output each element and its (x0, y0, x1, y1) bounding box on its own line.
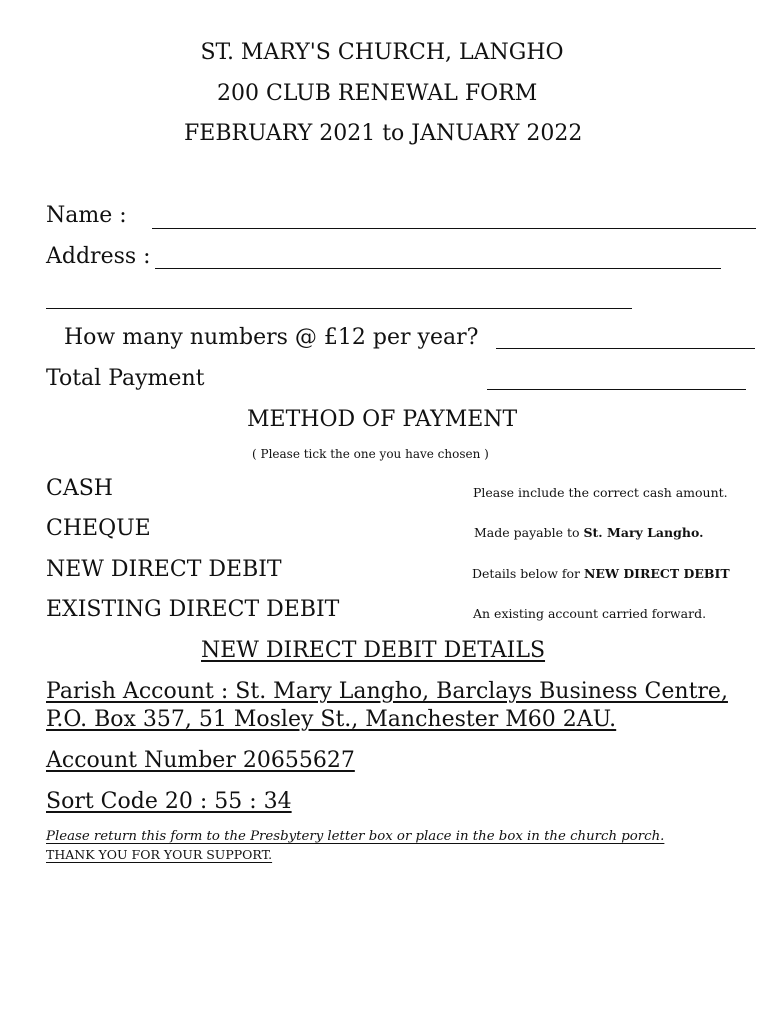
address-field-line[interactable] (155, 268, 721, 269)
parish-account-line2: P.O. Box 357, 51 Mosley St., Manchester M60 2AU. (46, 707, 617, 732)
header-period: FEBRUARY 2021 to JANUARY 2022 (184, 121, 583, 146)
name-field-line[interactable] (152, 228, 756, 229)
option-existing-dd-note: An existing account carried forward. (473, 606, 707, 621)
option-existing-dd-label[interactable]: EXISTING DIRECT DEBIT (46, 597, 340, 622)
option-cheque-note (474, 525, 703, 540)
account-number: Account Number 20655627 (46, 748, 355, 773)
address-field-line-2[interactable] (46, 308, 632, 309)
sort-code: Sort Code 20 : 55 : 34 (46, 789, 292, 814)
total-payment-field-line[interactable] (487, 389, 746, 390)
option-cheque-note-prefix: Made payable to (474, 525, 584, 540)
header-subtitle: 200 CLUB RENEWAL FORM (217, 81, 538, 106)
option-cash-note: Please include the correct cash amount. (473, 485, 728, 500)
option-cheque-note-payee: St. Mary Langho. (583, 525, 704, 540)
name-label: Name : (46, 203, 127, 228)
return-instructions: Please return this form to the Presbytery letter box or place in the box in the church porch. (46, 829, 665, 844)
option-cheque-label[interactable]: CHEQUE (46, 516, 151, 541)
numbers-field-line[interactable] (496, 348, 755, 349)
option-new-dd-note (472, 566, 730, 581)
header-title: ST. MARY'S CHURCH, LANGHO (200, 40, 564, 65)
parish-account-line1: Parish Account : St. Mary Langho, Barclays Business Centre, (46, 679, 728, 704)
payment-method-title: METHOD OF PAYMENT (247, 407, 518, 432)
total-payment-label: Total Payment (46, 366, 205, 391)
payment-instruction: ( Please tick the one you have chosen ) (252, 447, 489, 461)
numbers-label: How many numbers @ £12 per year? (64, 325, 479, 350)
option-cash-label[interactable]: CASH (46, 476, 113, 501)
option-new-dd-note-bold: NEW DIRECT DEBIT (583, 566, 730, 581)
address-label: Address : (46, 244, 151, 269)
thank-you-note: THANK YOU FOR YOUR SUPPORT. (46, 847, 273, 862)
option-new-dd-label[interactable]: NEW DIRECT DEBIT (46, 557, 282, 582)
option-new-dd-note-prefix: Details below for (472, 566, 584, 581)
direct-debit-title: NEW DIRECT DEBIT DETAILS (201, 638, 546, 663)
